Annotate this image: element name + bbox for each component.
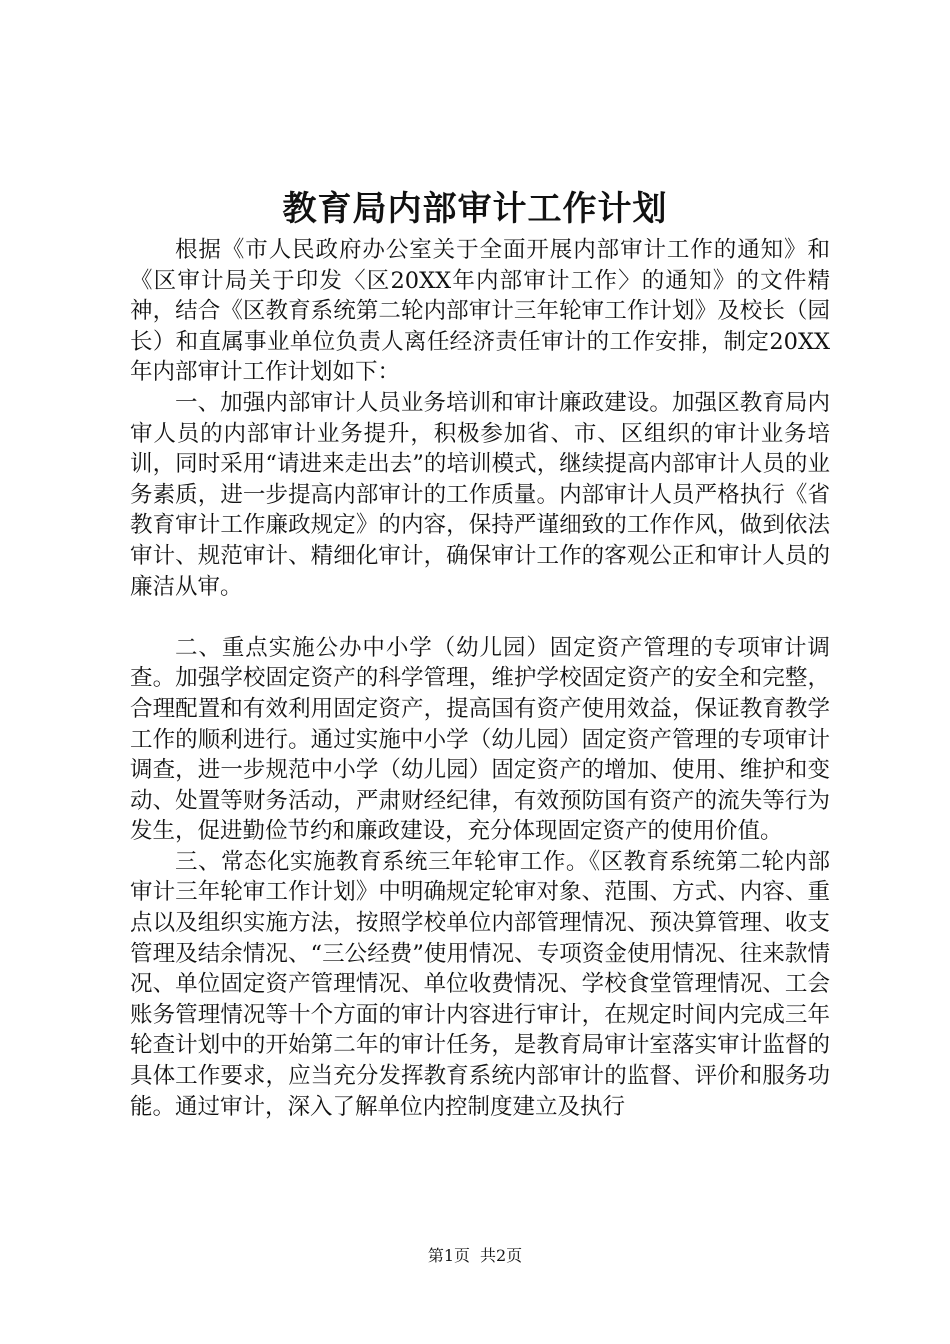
document-title: 教育局内部审计工作计划 [282, 189, 668, 229]
intro-paragraph: 根据《市人民政府办公室关于全面开展内部审计工作的通知》和《区审计局关于印发〈区20XX年内部审计工作〉的通知》的文件精神，结合《区教育系统第二轮内部审计三年轮审工作计划》及校长（园长）和直属事业单位负责人离任经济责任审计的工作安排，制定20XX年内部审计工作计划如下： [130, 237, 830, 386]
page-number-total: 共2页 [480, 1246, 523, 1265]
section-one-paragraph: 一、加强内部审计人员业务培训和审计廉政建设。加强区教育局内审人员的内部审计业务提升，积极参加省、市、区组织的审计业务培训，同时采用“请进来走出去”的培训模式，继续提高内部审计人员的业务素质，进一步提高内部审计的工作质量。内部审计人员严格执行《省教育审计工作廉政规定》的内容，保持严谨细致的工作作风，做到依法审计、规范审计、精细化审计，确保审计工作的客观公正和审计人员的廉洁从审。 [130, 389, 830, 600]
section-three-paragraph: 三、常态化实施教育系统三年轮审工作。《区教育系统第二轮内部审计三年轮审工作计划》中明确规定轮审对象、范围、方式、内容、重点以及组织实施方法，按照学校单位内部管理情况、预决算管理、收支管理及结余情况、“三公经费”使用情况、专项资金使用情况、往来款情况、单位固定资产管理情况、单位收费情况、学校食堂管理情况、工会账务管理情况等十个方面的审计内容进行审计，在规定时间内完成三年轮查计划中的开始第二年的审计任务，是教育局审计室落实审计监督的具体工作要求，应当充分发挥教育系统内部审计的监督、评价和服务功能。通过审计，深入了解单位内控制度建立及执行 [130, 848, 830, 1120]
page-footer [0, 1244, 950, 1268]
document-body [130, 235, 830, 1122]
page-number-current: 第1页 [427, 1246, 470, 1265]
section-two-paragraph: 二、重点实施公办中小学（幼儿园）固定资产管理的专项审计调查。加强学校固定资产的科学管理，维护学校固定资产的安全和完整，合理配置和有效利用固定资产，提高国有资产使用效益，保证教育教学工作的顺利进行。通过实施中小学（幼儿园）固定资产管理的专项审计调查，进一步规范中小学（幼儿园）固定资产的增加、使用、维护和变动、处置等财务活动，严肃财经纪律，有效预防国有资产的流失等行为发生，促进勤俭节约和廉政建设，充分体现固定资产的使用价值。 [130, 634, 830, 845]
